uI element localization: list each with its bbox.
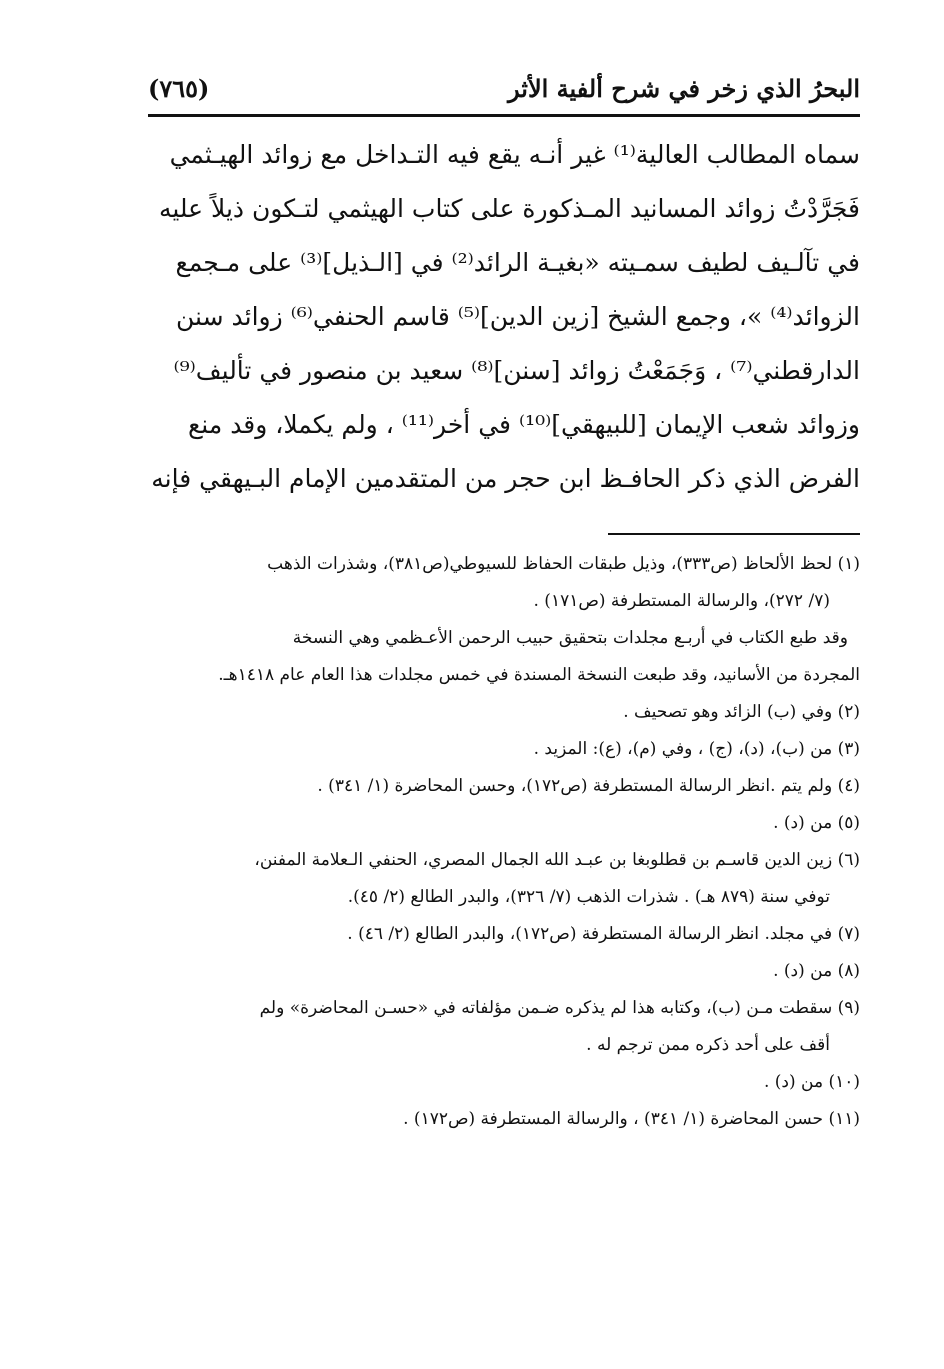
header-rule (148, 114, 860, 117)
footnote-line: (٢) وفي (ب) الزائد وهو تصحيف . (623, 702, 860, 722)
footnote-line: وقد طبع الكتاب في أربـع مجلدات بتحقيق حبيب الرحمن الأعـظمي وهي النسخة (292, 628, 848, 648)
text-line: الفرض الذي ذكر الحافـظ ابن حجر من المتقدمين الإمام البـيهقي فإنه (151, 464, 860, 493)
footnote-line: (٥) من (د) . (773, 813, 860, 833)
footnote-line: (١١) حسن المحاضرة (١/ ٣٤١) ، والرسالة المستطرفة (ص١٧٢) . (403, 1109, 860, 1129)
footnote-line: (٧) في مجلد. انظر الرسالة المستطرفة (ص١٧٢)، والبدر الطالع (٢/ ٤٦) . (347, 924, 860, 944)
footnote-line: (٩) سقطت مـن (ب)، وكتابه هذا لم يذكره ضـمن مؤلفاته في «حسـن المحاضرة» ولم (259, 998, 860, 1018)
text-line: الدارقطني⁽⁷⁾ ، وَجَمَعْتُ زوائد [سنن]⁽⁸⁾ سعيد بن منصور في تأليف⁽⁹⁾ (173, 356, 860, 385)
footnote-line: (٧/ ٢٧٢)، والرسالة المستطرفة (ص١٧١) . (533, 591, 830, 611)
footnote-separator (608, 533, 860, 535)
main-text (148, 128, 860, 506)
footnote-line: (١٠) من (د) . (763, 1072, 860, 1092)
text-line: وزوائد شعب الإيمان [للبيهقي]⁽¹⁰⁾ في أخر⁽¹¹⁾ ، ولم يكملا، وقد منع (188, 410, 860, 439)
footnote-line: (٨) من (د) . (773, 961, 860, 981)
text-line: سماه المطالب العالية⁽¹⁾ غير أنـه يقع فيه التـداخل مع زوائد الهيـثمي (169, 140, 860, 169)
text-line: في تآلـيف لطيف سمـيته «بغيـة الرائد⁽²⁾ في [الـذيل]⁽³⁾ على مـجمع (175, 248, 860, 277)
footnote-line: أقف على أحد ذكره ممن ترجم له . (586, 1035, 830, 1055)
footnote-line: (١) لحظ الألحاظ (ص٣٣٣)، وذيل طبقات الحفاظ للسيوطي(ص٣٨١)، وشذرات الذهب (267, 554, 860, 574)
footnote-line: المجردة من الأسانيد، وقد طبعت النسخة المسندة في خمس مجلدات هذا العام عام ١٤١٨هـ. (218, 665, 860, 685)
footnotes (148, 546, 860, 1138)
page-number: (٧٦٥) (148, 74, 210, 103)
footnote-line: (٤) ولم يتم .انظر الرسالة المستطرفة (ص١٧٢)، وحسن المحاضرة (١/ ٣٤١) . (317, 776, 860, 796)
text-line: فَجَرَّدْتُ زوائد المسانيد المـذكورة على كتاب الهيثمي لتـكون ذيلاً عليه (158, 194, 860, 223)
footnote-line: (٣) من (ب)، (د)، (ج) ، وفي (م)، (ع): المزيد . (533, 739, 860, 759)
footnote-line: توفي سنة (٨٧٩ هـ) . شذرات الذهب (٧/ ٣٢٦)، والبدر الطالع (٢/ ٤٥). (347, 887, 830, 907)
running-title: البحرُ الذي زخر في شرح ألفية الأثر (508, 74, 860, 103)
text-line: الزوائد⁽⁴⁾ »، وجمع الشيخ [زين الدين]⁽⁵⁾ قاسم الحنفي⁽⁶⁾ زوائد سنن (176, 302, 860, 331)
footnote-line: (٦) زين الدين قاسـم بن قطلوبغا بن عبـد الله الجمال المصري، الحنفي الـعلامة المفنن، (254, 850, 860, 870)
page-header (148, 72, 860, 112)
